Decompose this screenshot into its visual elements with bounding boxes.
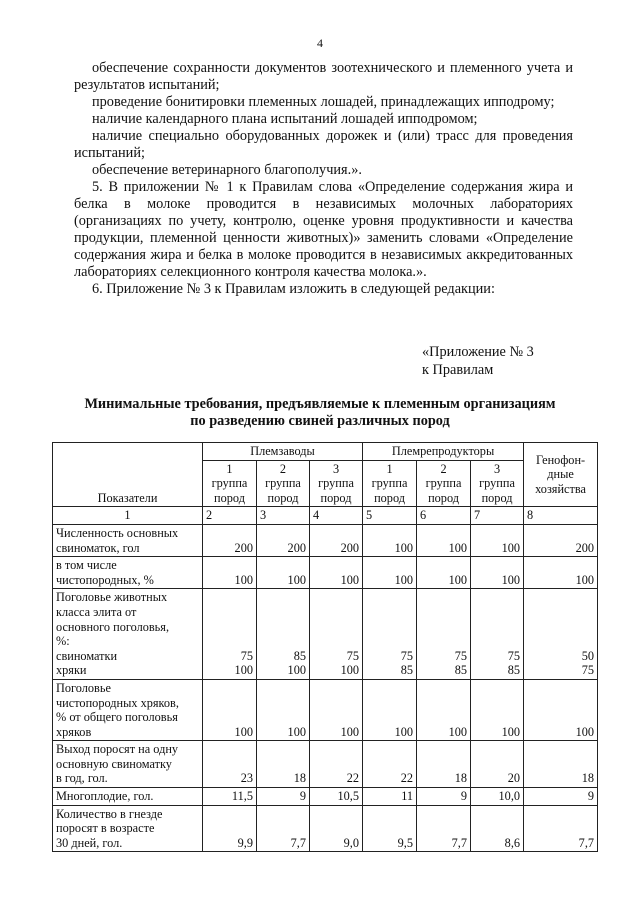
column-number-row bbox=[53, 507, 598, 525]
header-group: 3 группа пород bbox=[471, 460, 524, 507]
paragraph: обеспечение ветеринарного благополучия.». bbox=[92, 162, 362, 178]
table-cell: 100 bbox=[363, 679, 417, 740]
table-cell: 9 bbox=[257, 788, 310, 806]
header-plemreproduktory: Племрепродукторы bbox=[363, 443, 524, 461]
table-cell: 7,7 bbox=[524, 805, 598, 852]
row-label: Многоплодие, гол. bbox=[53, 788, 203, 806]
table-cell: 100 bbox=[524, 557, 598, 589]
table-cell: 9 bbox=[417, 788, 471, 806]
table-cell: 100 bbox=[417, 557, 471, 589]
row-label: Поголовье животных класса элита от основного поголовья, %: свиноматки хряки bbox=[53, 589, 203, 680]
body-text bbox=[74, 60, 573, 298]
table-cell: 11 bbox=[363, 788, 417, 806]
appendix-ref-line: «Приложение № 3 bbox=[422, 344, 534, 360]
table-cell: 100 bbox=[524, 679, 598, 740]
table-row bbox=[53, 557, 598, 589]
table-cell: 100 bbox=[310, 679, 363, 740]
table-cell: 100 bbox=[310, 557, 363, 589]
appendix-reference bbox=[422, 343, 534, 379]
table-row bbox=[53, 679, 598, 740]
table-cell: 75 100 bbox=[203, 589, 257, 680]
column-number: 6 bbox=[417, 507, 471, 525]
table-cell: 200 bbox=[203, 524, 257, 556]
header-plemzavody: Племзаводы bbox=[203, 443, 363, 461]
table-title-line: Минимальные требования, предъявляемые к племенным организациям bbox=[84, 396, 556, 412]
table-cell: 23 bbox=[203, 741, 257, 788]
column-number: 8 bbox=[524, 507, 598, 525]
table-row bbox=[53, 805, 598, 852]
table-cell: 100 bbox=[257, 679, 310, 740]
paragraph: наличие специально оборудованных дорожек и (или) трасс для проведения испытаний; bbox=[74, 128, 573, 161]
header-group: 1 группа пород bbox=[203, 460, 257, 507]
header-genofond: Генофон- дные хозяйства bbox=[524, 443, 598, 507]
table-cell: 18 bbox=[257, 741, 310, 788]
paragraph: проведение бонитировки племенных лошадей, принадлежащих ипподрому; bbox=[92, 94, 555, 110]
table-cell: 75 100 bbox=[310, 589, 363, 680]
header-group: 3 группа пород bbox=[310, 460, 363, 507]
table-row bbox=[53, 589, 598, 680]
column-number: 1 bbox=[53, 507, 203, 525]
page-number: 4 bbox=[317, 36, 323, 50]
column-number: 7 bbox=[471, 507, 524, 525]
table-cell: 100 bbox=[257, 557, 310, 589]
table-cell: 9,9 bbox=[203, 805, 257, 852]
table-cell: 18 bbox=[524, 741, 598, 788]
table-cell: 100 bbox=[363, 557, 417, 589]
table-cell: 18 bbox=[417, 741, 471, 788]
table-cell: 75 85 bbox=[363, 589, 417, 680]
table-cell: 10,5 bbox=[310, 788, 363, 806]
table-cell: 22 bbox=[363, 741, 417, 788]
table-cell: 100 bbox=[471, 557, 524, 589]
header-group: 2 группа пород bbox=[257, 460, 310, 507]
table-cell: 75 85 bbox=[417, 589, 471, 680]
table-cell: 100 bbox=[203, 557, 257, 589]
table-row bbox=[53, 788, 598, 806]
table-cell: 7,7 bbox=[417, 805, 471, 852]
table-cell: 85 100 bbox=[257, 589, 310, 680]
table-cell: 9,0 bbox=[310, 805, 363, 852]
table-cell: 100 bbox=[417, 524, 471, 556]
column-number: 4 bbox=[310, 507, 363, 525]
table-header-row bbox=[53, 443, 598, 461]
table-cell: 22 bbox=[310, 741, 363, 788]
row-label: Численность основных свиноматок, гол bbox=[53, 524, 203, 556]
table-cell: 9,5 bbox=[363, 805, 417, 852]
column-number: 5 bbox=[363, 507, 417, 525]
paragraph-item-5: 5. В приложении № 1 к Правилам слова «Определение содержания жира и белка в молоке проводится в независимых молочных лабораториях (организациях по учету, контролю, оценке уровня продуктивности и качества продукции, племенной ценности животных)» заменить словами «Определение содержания жира и белка в молоке проводится в независимых аккредитованных лабораториях селекционного контроля качества молока.». bbox=[74, 179, 573, 280]
table-cell: 10,0 bbox=[471, 788, 524, 806]
table-cell: 50 75 bbox=[524, 589, 598, 680]
paragraph-item-6: 6. Приложение № 3 к Правилам изложить в следующей редакции: bbox=[92, 281, 495, 297]
row-label: Поголовье чистопородных хряков, % от общего поголовья хряков bbox=[53, 679, 203, 740]
table-cell: 100 bbox=[417, 679, 471, 740]
table-row bbox=[53, 741, 598, 788]
table-cell: 75 85 bbox=[471, 589, 524, 680]
requirements-table bbox=[52, 442, 598, 852]
table-title-line: по разведению свиней различных пород bbox=[190, 413, 450, 429]
header-group: 2 группа пород bbox=[417, 460, 471, 507]
row-label: Количество в гнезде поросят в возрасте 30 дней, гол. bbox=[53, 805, 203, 852]
table-title bbox=[40, 396, 600, 430]
table-cell: 100 bbox=[363, 524, 417, 556]
row-label: Выход поросят на одну основную свиноматку в год, гол. bbox=[53, 741, 203, 788]
table-cell: 100 bbox=[203, 679, 257, 740]
table-body bbox=[53, 524, 598, 851]
appendix-ref-line: к Правилам bbox=[422, 362, 494, 378]
table-cell: 200 bbox=[524, 524, 598, 556]
header-indicators: Показатели bbox=[53, 443, 203, 507]
table-cell: 11,5 bbox=[203, 788, 257, 806]
table-cell: 200 bbox=[310, 524, 363, 556]
table-cell: 7,7 bbox=[257, 805, 310, 852]
table-cell: 8,6 bbox=[471, 805, 524, 852]
column-number: 2 bbox=[203, 507, 257, 525]
paragraph: обеспечение сохранности документов зоотехнического и племенного учета и результатов испытаний; bbox=[74, 60, 573, 93]
row-label: в том числе чистопородных, % bbox=[53, 557, 203, 589]
paragraph: наличие календарного плана испытаний лошадей ипподромом; bbox=[92, 111, 478, 127]
table-cell: 9 bbox=[524, 788, 598, 806]
table-row bbox=[53, 524, 598, 556]
table-cell: 20 bbox=[471, 741, 524, 788]
column-number: 3 bbox=[257, 507, 310, 525]
table-cell: 200 bbox=[257, 524, 310, 556]
table-cell: 100 bbox=[471, 679, 524, 740]
header-group: 1 группа пород bbox=[363, 460, 417, 507]
table-cell: 100 bbox=[471, 524, 524, 556]
